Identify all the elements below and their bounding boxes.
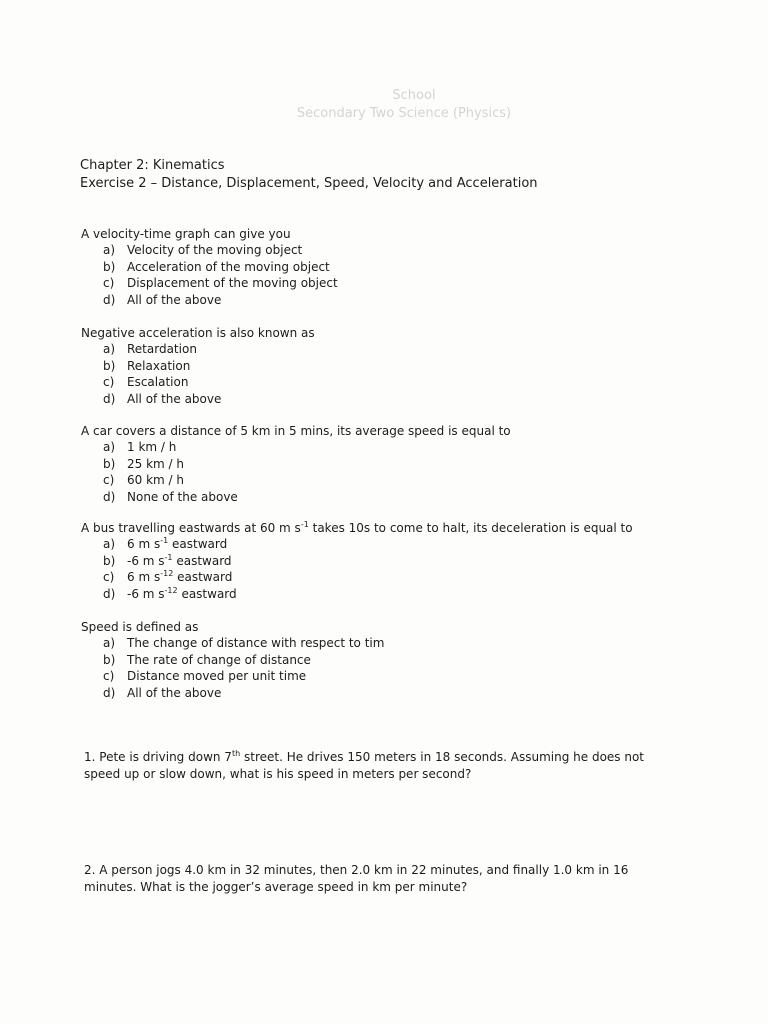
option-d: d) All of the above bbox=[103, 292, 222, 307]
question-stem: Speed is defined as bbox=[81, 620, 199, 634]
option-d: d) None of the above bbox=[103, 489, 238, 504]
options-list bbox=[81, 635, 384, 701]
option-c: c) Distance moved per unit time bbox=[103, 669, 307, 684]
option-b: b) Acceleration of the moving object bbox=[103, 259, 330, 274]
options-list bbox=[81, 341, 315, 407]
question-5 bbox=[81, 619, 384, 701]
question-stem: Negative acceleration is also known as bbox=[81, 326, 315, 340]
problem-1: 1. Pete is driving down 7th street. He drives 150 meters in 18 seconds. Assuming he does not speed up or slow down, what is his speed in meters per second? bbox=[84, 749, 645, 781]
chapter-title: Chapter 2: Kinematics bbox=[80, 158, 225, 173]
options-list bbox=[81, 536, 633, 602]
option-b: b) The rate of change of distance bbox=[103, 652, 311, 667]
option-a: a) 1 km / h bbox=[103, 440, 177, 455]
question-3 bbox=[81, 423, 511, 505]
option-a: a) The change of distance with respect to tim bbox=[103, 636, 385, 651]
faded-course-name: Secondary Two Science (Physics) bbox=[296, 106, 512, 121]
option-a: a) Retardation bbox=[103, 342, 197, 357]
question-stem: A car covers a distance of 5 km in 5 mins, its average speed is equal to bbox=[81, 424, 511, 438]
option-d: d) All of the above bbox=[103, 391, 222, 406]
question-stem: A bus travelling eastwards at 60 m $s^{-1}$ takes 10s to come to halt, its deceleration is equal to bbox=[81, 520, 633, 535]
question-4 bbox=[81, 520, 633, 602]
option-b: b) -6 m $s^{-1}$ eastward bbox=[103, 552, 232, 568]
question-stem: A velocity-time graph can give you bbox=[81, 227, 291, 241]
option-d: d) -6 m $s^{-12}$ eastward bbox=[103, 585, 237, 601]
option-b: b) Relaxation bbox=[103, 358, 191, 373]
problem-2: 2. A person jogs 4.0 km in 32 minutes, then 2.0 km in 22 minutes, and finally 1.0 km in 16 minutes. What is the jogger’s average speed in km per minute? bbox=[84, 863, 629, 894]
option-b: b) 25 km / h bbox=[103, 456, 184, 471]
option-c: c) Displacement of the moving object bbox=[103, 276, 338, 291]
option-c: c) 60 km / h bbox=[103, 473, 184, 488]
option-c: c) Escalation bbox=[103, 375, 189, 390]
option-a: a) Velocity of the moving object bbox=[103, 243, 303, 258]
option-a: a) 6 m $s^{-1}$ eastward bbox=[103, 536, 228, 552]
options-list bbox=[81, 242, 338, 308]
question-1 bbox=[81, 226, 338, 308]
option-d: d) All of the above bbox=[103, 685, 222, 700]
exercise-title: Exercise 2 – Distance, Displacement, Speed, Velocity and Acceleration bbox=[80, 176, 538, 191]
faded-school-name: School bbox=[392, 88, 436, 103]
option-c: c) 6 m $s^{-12}$ eastward bbox=[103, 569, 233, 585]
question-2 bbox=[81, 325, 315, 407]
options-list bbox=[81, 439, 511, 505]
